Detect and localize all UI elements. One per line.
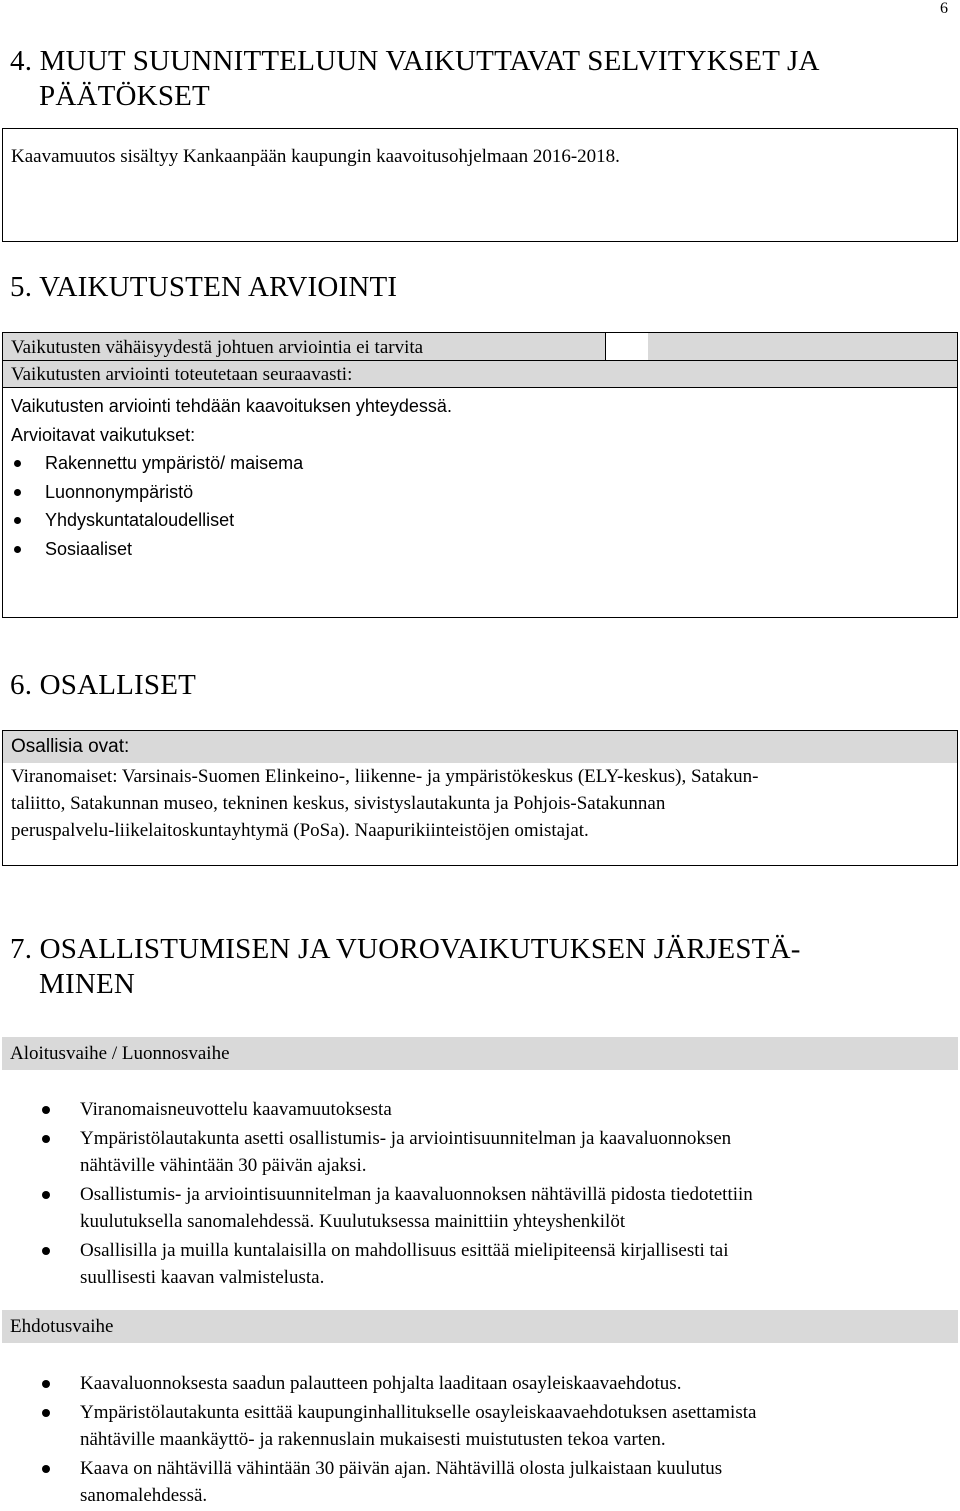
list-item: Sosiaaliset	[11, 535, 949, 564]
stakeholders-box	[2, 730, 958, 866]
section4-heading-line1: 4. MUUT SUUNNITTELUUN VAIKUTTAVAT SELVITYKSET JA	[10, 45, 820, 77]
impact-row-not-needed-label: Vaikutusten vähäisyydestä johtuen arviointia ei tarvita	[3, 333, 605, 360]
stakeholders-body	[3, 763, 957, 844]
impact-intro: Vaikutusten arviointi tehdään kaavoituksen yhteydessä.	[11, 396, 452, 416]
phase-start-heading: Aloitusvaihe / Luonnosvaihe	[2, 1037, 958, 1070]
stakeholders-line: taliitto, Satakunnan museo, tekninen keskus, sivistyslautakunta ja Pohjois-Satakunnan	[11, 793, 666, 814]
impact-row-method: Vaikutusten arviointi toteutetaan seuraavasti:	[2, 360, 958, 388]
phase-proposal-heading: Ehdotusvaihe	[2, 1310, 958, 1343]
list-item: Kaava on nähtävillä vähintään 30 päivän ajan. Nähtävillä olosta julkaistaan kuulutus sanomalehdessä.	[40, 1455, 920, 1510]
impact-subheading: Arvioitavat vaikutukset:	[11, 424, 196, 445]
stakeholders-heading: Osallisia ovat:	[3, 731, 957, 763]
section4-text: Kaavamuutos sisältyy Kankaanpään kaupungin kaavoitusohjelmaan 2016-2018.	[11, 146, 620, 167]
impact-list	[11, 449, 949, 563]
list-item: Osallisilla ja muilla kuntalaisilla on mahdollisuus esittää mielipiteensä kirjallisesti tai suullisesti kaavan valmistelusta.	[40, 1237, 920, 1292]
list-item: Yhdyskuntataloudelliset	[11, 506, 949, 535]
section6-heading: 6. OSALLISET	[10, 669, 197, 701]
section7-heading-line2: MINEN	[39, 968, 136, 1000]
page-number: 6	[940, 0, 948, 17]
stakeholders-line: Viranomaiset: Varsinais-Suomen Elinkeino-, liikenne- ja ympäristökeskus (ELY-keskus), Satakun-	[11, 766, 759, 787]
phase-start-list	[40, 1096, 920, 1293]
section7-heading-line1: 7. OSALLISTUMISEN JA VUOROVAIKUTUKSEN JÄRJESTÄ-	[10, 933, 801, 965]
impact-details	[2, 387, 958, 618]
section4-heading-line2: PÄÄTÖKSET	[39, 80, 210, 112]
list-item: Kaavaluonnoksesta saadun palautteen pohjalta laaditaan osayleiskaavaehdotus.	[40, 1370, 920, 1398]
list-item: Osallistumis- ja arviointisuunnitelman ja kaavaluonnoksen nähtävillä pidosta tiedotettiin kuulutuksella sanomalehdessä. Kuulutuksessa mainittiin yhteyshenkilöt	[40, 1181, 920, 1236]
list-item: Rakennettu ympäristö/ maisema	[11, 449, 949, 478]
list-item: Ympäristölautakunta asetti osallistumis- ja arviointisuunnitelman ja kaavaluonnoksen nähtäville vähintään 30 päivän ajaksi.	[40, 1125, 920, 1180]
list-item: Ympäristölautakunta esittää kaupunginhallitukselle osayleiskaavaehdotuksen asettamista nähtäville maankäyttö- ja rakennuslain mukaisesti muistutusten tekoa varten.	[40, 1399, 920, 1454]
impact-row-not-needed	[2, 332, 958, 361]
impact-checkbox[interactable]	[605, 333, 649, 360]
phase-proposal-list	[40, 1370, 920, 1511]
section4-heading	[10, 44, 820, 114]
list-item: Luonnonympäristö	[11, 478, 949, 507]
section4-box	[2, 128, 958, 242]
section7-heading	[10, 932, 801, 1002]
stakeholders-line: peruspalvelu-liikelaitoskuntayhtymä (PoSa). Naapurikiinteistöjen omistajat.	[11, 820, 589, 841]
list-item: Viranomaisneuvottelu kaavamuutoksesta	[40, 1096, 920, 1124]
section5-heading: 5. VAIKUTUSTEN ARVIOINTI	[10, 271, 398, 303]
impact-row-filler	[648, 333, 957, 360]
